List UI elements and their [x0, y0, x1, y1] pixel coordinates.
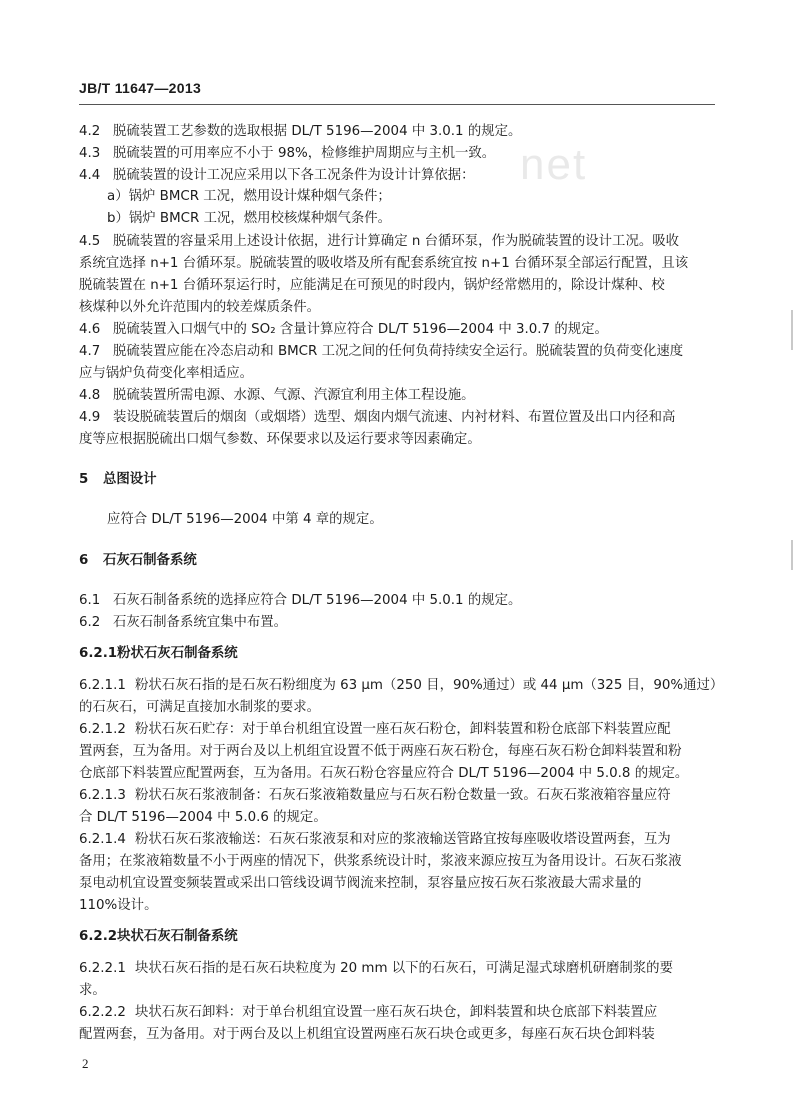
header-rule: [79, 104, 715, 105]
clause-continuation: 泵电动机宜设置变频装置或采出口管线设调节阀流来控制，泵容量应按石灰石浆液最大需求量的: [79, 876, 642, 891]
clause-continuation: 度等应根据脱硫出口烟气参数、环保要求以及运行要求等因素确定。: [79, 432, 481, 447]
clause-line: 6.2.2.1 块状石灰石指的是石灰石块粒度为 20 mm 以下的石灰石，可满足湿式球磨机研磨制浆的要: [79, 961, 673, 976]
clause-continuation: 置两套，互为备用。对于两台及以上机组宜设置不低于两座石灰石粉仓，每座石灰石粉仓卸料装置和粉: [79, 744, 682, 759]
section-body: 应符合 DL/T 5196—2004 中第 4 章的规定。: [107, 512, 383, 527]
clause-line: 6.2.2.2 块状石灰石卸料：对于单台机组宜设置一座石灰石块仓，卸料装置和块仓底部下料装置应: [79, 1005, 658, 1020]
clause-continuation: 核煤种以外允许范围内的较差煤质条件。: [79, 300, 321, 315]
clause-line: 4.3 脱硫装置的可用率应不小于 98%，检修维护周期应与主机一致。: [79, 146, 496, 161]
clause-continuation: 应与锅炉负荷变化率相适应。: [79, 366, 254, 381]
clause-line: 4.2 脱硫装置工艺参数的选取根据 DL/T 5196—2004 中 3.0.1 的规定。: [79, 124, 522, 139]
clause-continuation: 合 DL/T 5196—2004 中 5.0.6 的规定。: [79, 810, 327, 825]
clause-line: 4.5 脱硫装置的容量采用上述设计依据，进行计算确定 n 台循环泵，作为脱硫装置的设计工况。吸收: [79, 234, 680, 249]
clause-continuation: 脱硫装置在 n+1 台循环泵运行时，应能满足在可预见的时段内，锅炉经常燃用的，除设计煤种、校: [79, 278, 665, 293]
clause-line: 4.8 脱硫装置所需电源、水源、气源、汽源宜利用主体工程设施。: [79, 388, 475, 403]
subsection-heading: 6.2.2块状石灰石制备系统: [79, 929, 238, 944]
clause-continuation: 系统宜选择 n+1 台循环泵。脱硫装置的吸收塔及所有配套系统宜按 n+1 台循环泵全部运行配置，且该: [79, 256, 689, 271]
clause-line: 4.7 脱硫装置应能在冷态启动和 BMCR 工况之间的任何负荷持续安全运行。脱硫装置的负荷变化速度: [79, 344, 684, 359]
clause-line: 6.2.1.2 粉状石灰石贮存：对于单台机组宜设置一座石灰石粉仓，卸料装置和粉仓底部下料装置应配: [79, 722, 671, 737]
clause-continuation: 的石灰石，可满足直接加水制浆的要求。: [79, 700, 321, 715]
clause-line: 6.1 石灰石制备系统的选择应符合 DL/T 5196—2004 中 5.0.1 的规定。: [79, 593, 522, 608]
standard-code-header: JB/T 11647—2013: [79, 80, 202, 96]
clause-line: 6.2.1.1 粉状石灰石指的是石灰石粉细度为 63 μm（250 目，90%通过）或 44 μm（325 目，90%通过）: [79, 678, 724, 693]
section-heading: 6 石灰石制备系统: [79, 553, 197, 568]
scan-edge-mark: [791, 310, 793, 350]
clause-line: 4.4 脱硫装置的设计工况应采用以下各工况条件为设计计算依据：: [79, 168, 475, 183]
list-item: a）锅炉 BMCR 工况，燃用设计煤种烟气条件；: [107, 189, 391, 204]
watermark: net: [520, 140, 588, 189]
clause-line: 6.2.1.4 粉状石灰石浆液输送：石灰石浆液泵和对应的浆液输送管路宜按每座吸收塔设置两套，互为: [79, 832, 671, 847]
subsection-heading: 6.2.1粉状石灰石制备系统: [79, 646, 238, 661]
clause-line: 6.2.1.3 粉状石灰石浆液制备：石灰石浆液箱数量应与石灰石粉仓数量一致。石灰石浆液箱容量应符: [79, 788, 671, 803]
clause-continuation: 配置两套，互为备用。对于两台及以上机组宜设置两座石灰石块仓或更多，每座石灰石块仓卸料装: [79, 1027, 655, 1042]
clause-continuation: 求。: [79, 983, 106, 998]
clause-continuation: 110%设计。: [79, 898, 158, 913]
scan-edge-mark: [791, 540, 793, 570]
clause-continuation: 仓底部下料装置应配置两套，互为备用。石灰石粉仓容量应符合 DL/T 5196—2004 中 5.0.8 的规定。: [79, 766, 689, 781]
clause-line: 6.2 石灰石制备系统宜集中布置。: [79, 615, 288, 630]
clause-continuation: 备用；在浆液箱数量不小于两座的情况下，供浆系统设计时，浆液来源应按互为备用设计。石灰石浆液: [79, 854, 682, 869]
section-heading: 5 总图设计: [79, 472, 157, 487]
list-item: b）锅炉 BMCR 工况，燃用校核煤种烟气条件。: [107, 211, 392, 226]
clause-line: 4.9 装设脱硫装置后的烟囱（或烟塔）选型、烟囱内烟气流速、内衬材料、布置位置及出口内径和高: [79, 410, 676, 425]
clause-line: 4.6 脱硫装置入口烟气中的 SO₂ 含量计算应符合 DL/T 5196—2004 中 3.0.7 的规定。: [79, 322, 608, 337]
page-number: 2: [82, 1056, 89, 1071]
